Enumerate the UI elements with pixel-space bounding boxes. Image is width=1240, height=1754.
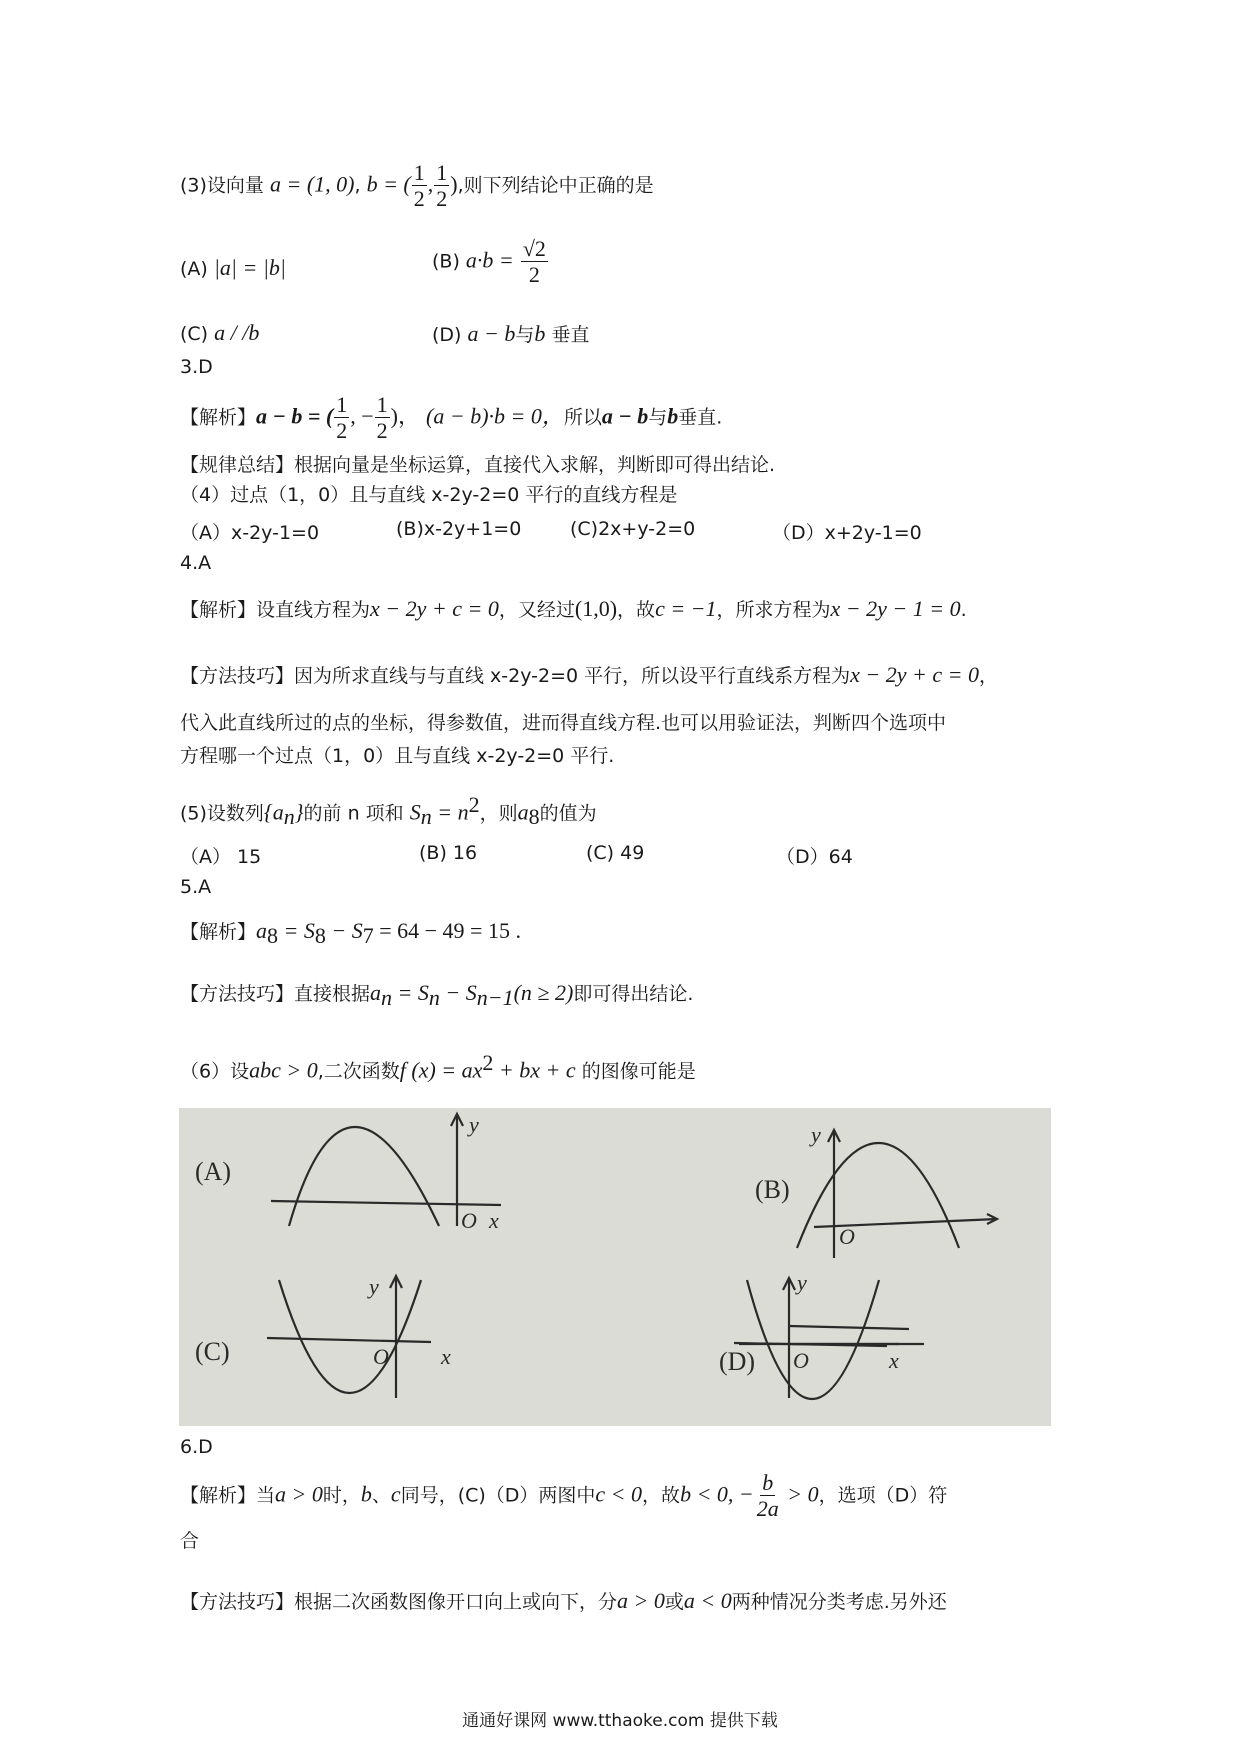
- graph-b-y-label: y: [811, 1122, 821, 1147]
- q5-method: 【方法技巧】直接根据$a_n = S_n - S_{n-1}(n \ge 2)$即可得出结论.: [180, 980, 694, 1010]
- graph-b-label: (B): [755, 1175, 790, 1204]
- q3-analysis: 【解析】a − b = ( $\frac{1}{2}$ , − $\frac{1}{2}$ )， (a − b)·b = 0，所以a − b与b垂直.: [180, 392, 723, 444]
- q4-option-c: (C)2x+y-2=0: [570, 518, 696, 540]
- q4-method-line2: 代入此直线所过的点的坐标，得参数值，进而得直线方程.也可以用验证法，判断四个选项中: [180, 712, 947, 734]
- q5-option-c: (C) 49: [586, 842, 645, 864]
- q5-analysis: 【解析】$a_8 = S_8 - S_7 = 64 - 49 = 15$ .: [180, 918, 521, 948]
- q4-option-a: （A）x-2y-1=0: [180, 522, 320, 544]
- q3-option-d: (D) a − b与b 垂直: [432, 321, 590, 346]
- q4-option-b: (B)x-2y+1=0: [396, 518, 522, 540]
- graph-c-label: (C): [195, 1337, 230, 1366]
- q5-answer: 5.A: [180, 876, 212, 898]
- page-footer: 通通好课网 www.tthaoke.com 提供下载: [462, 1711, 778, 1731]
- q4-option-d: （D）x+2y-1=0: [772, 522, 922, 544]
- q3-option-b: (B) a·b = $\frac{√2}{2}$: [432, 236, 546, 288]
- q5-option-d: （D）64: [776, 846, 853, 868]
- graph-d-y-label: y: [797, 1270, 807, 1295]
- graph-d-x-label: x: [889, 1348, 899, 1373]
- figure-background: [179, 1108, 1051, 1426]
- graph-a-y-label: y: [469, 1112, 479, 1137]
- q6-answer: 6.D: [180, 1436, 213, 1458]
- graph-a-origin-label: O: [461, 1208, 477, 1233]
- q3-option-c: (C) a / /b: [180, 320, 260, 345]
- q4-answer: 4.A: [180, 552, 212, 574]
- q3-option-a: (A) |a| = |b|: [180, 255, 286, 280]
- graph-a-x-label: x: [489, 1208, 499, 1233]
- graph-c-x-label: x: [441, 1344, 451, 1369]
- q6-analysis: 【解析】当a > 0时，b、c同号，(C)（D）两图中c < 0，故b < 0, − $\frac{b}{2a}$ > 0，选项（D）符: [180, 1470, 948, 1522]
- q4-analysis: 【解析】设直线方程为x − 2y + c = 0，又经过(1,0)，故c = −1，所求方程为x − 2y − 1 = 0.: [180, 596, 967, 621]
- graph-b-origin-label: O: [839, 1224, 855, 1249]
- graph-c-origin-label: O: [373, 1344, 389, 1369]
- q5-option-b: (B) 16: [419, 842, 478, 864]
- q4-method-line3: 方程哪一个过点（1，0）且与直线 x-2y-2=0 平行.: [180, 745, 615, 767]
- graph-d-label: (D): [719, 1347, 756, 1376]
- graph-c-y-label: y: [369, 1274, 379, 1299]
- graphs-figure: [179, 1108, 1051, 1426]
- q3-answer: 3.D: [180, 356, 213, 378]
- q4-stem: （4）过点（1，0）且与直线 x-2y-2=0 平行的直线方程是: [180, 484, 678, 506]
- graph-d-origin-label: O: [793, 1348, 809, 1373]
- q6-stem: （6）设abc > 0,二次函数f $(x) = ax^2$ + bx + c 的图像可能是: [180, 1050, 696, 1083]
- graph-a-label: (A): [195, 1157, 232, 1186]
- q3-stem: (3)设向量 a = (1, 0), b = ( $\frac{1}{2}$ , $\frac{1}{2}$ ),则下列结论中正确的是: [180, 160, 654, 212]
- q3-summary: 【规律总结】根据向量是坐标运算，直接代入求解，判断即可得出结论.: [180, 454, 776, 476]
- q6-analysis-line2: 合: [180, 1530, 200, 1552]
- q4-method: 【方法技巧】因为所求直线与与直线 x-2y-2=0 平行，所以设平行直线系方程为x − 2y + c = 0，: [180, 662, 999, 687]
- q5-stem: (5)设数列$\{a_n\}$的前 n 项和 $S_n = n^2$，则$a_8$的值为: [180, 792, 597, 830]
- q6-method: 【方法技巧】根据二次函数图像开口向上或向下，分a > 0或a < 0两种情况分类考虑.另外还: [180, 1588, 947, 1613]
- q5-option-a: （A） 15: [180, 846, 262, 868]
